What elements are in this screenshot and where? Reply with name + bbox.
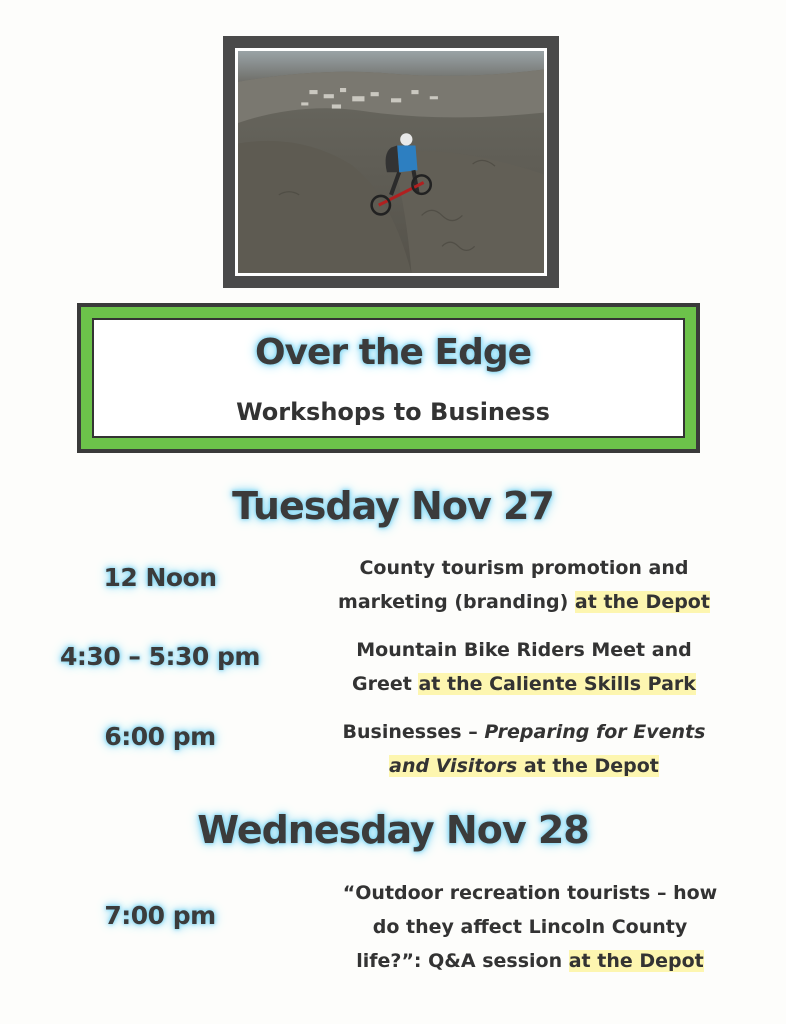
event-description [304, 633, 744, 701]
event-description-line [304, 667, 744, 701]
event-time: 7:00 pm [104, 901, 216, 930]
event-description-text: life?”: Q&A session [356, 950, 569, 972]
title-box-green-border [81, 307, 696, 449]
event-description-text: Greet [352, 673, 419, 695]
event-description [304, 551, 744, 619]
page-title: Over the Edge [254, 332, 532, 373]
event-description-line: do they affect Lincoln County [372, 916, 688, 938]
event-time: 4:30 – 5:30 pm [60, 642, 260, 671]
event-description-line: Mountain Bike Riders Meet and [356, 639, 692, 661]
event-description-line: “Outdoor recreation tourists – how [342, 882, 718, 904]
event-description-line [304, 585, 744, 619]
event-time: 12 Noon [103, 563, 217, 592]
event-description-line [310, 944, 750, 978]
day-heading-wednesday: Wednesday Nov 28 [197, 808, 589, 852]
event-description-line [304, 749, 744, 783]
day-heading-tuesday: Tuesday Nov 27 [232, 484, 554, 528]
event-location: at the Depot [568, 950, 704, 972]
event-description-italic: Preparing for Events [484, 721, 706, 743]
event-description-line [304, 715, 744, 749]
title-box [77, 303, 700, 453]
event-description-text: Businesses – [342, 721, 485, 743]
event-description-line: County tourism promotion and [359, 557, 689, 579]
event-location: at the Depot [574, 591, 710, 613]
event-location: at the Depot [517, 755, 659, 777]
page-subtitle: Workshops to Business [236, 398, 550, 426]
photo-frame [223, 36, 559, 288]
event-description [304, 715, 744, 783]
event-time: 6:00 pm [104, 722, 216, 751]
event-description [310, 876, 750, 978]
event-description-text: marketing (branding) [338, 591, 575, 613]
event-location: at the Caliente Skills Park [418, 673, 696, 695]
event-description-italic: and Visitors [389, 755, 518, 777]
mountain-bike-photo [235, 48, 547, 276]
